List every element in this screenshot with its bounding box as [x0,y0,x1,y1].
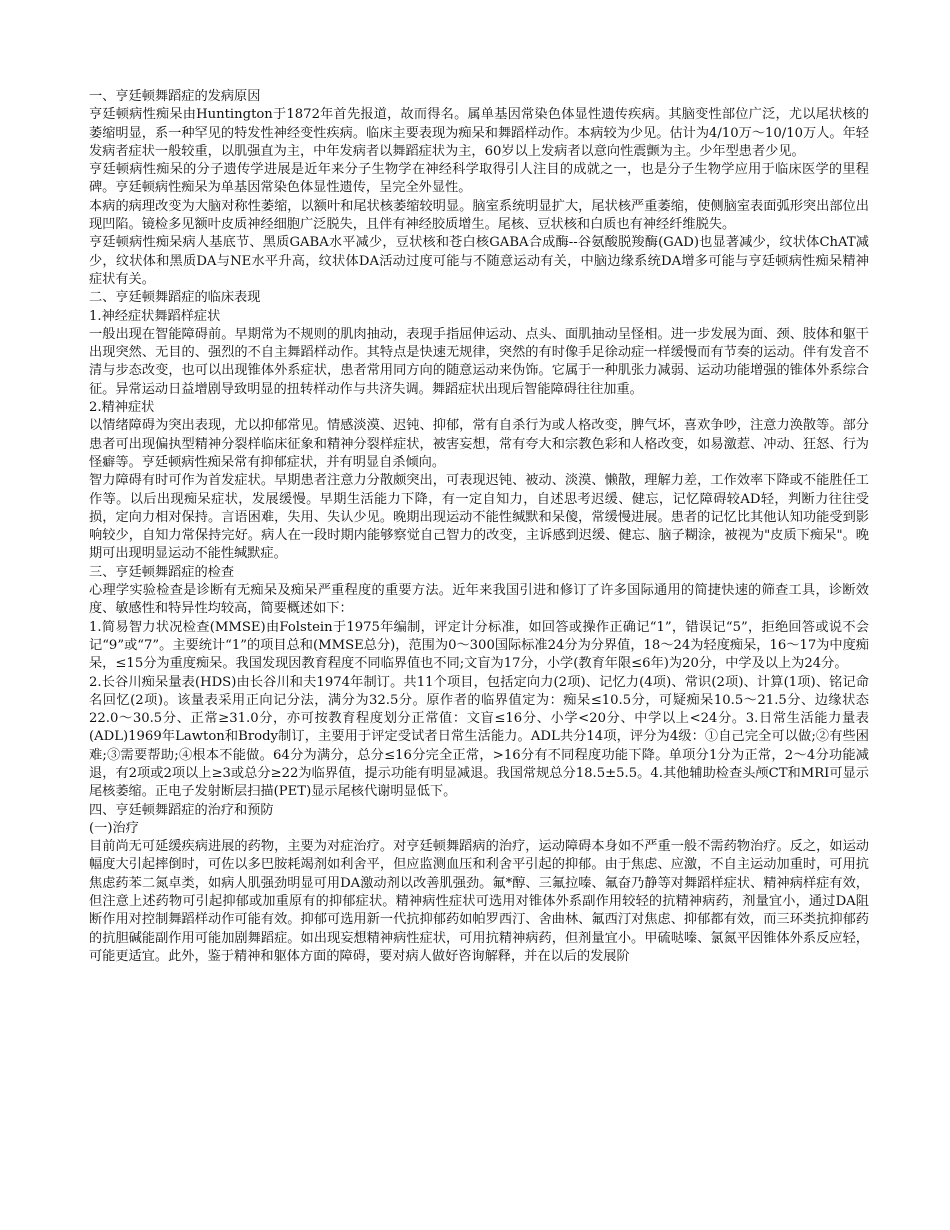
paragraph: 亨廷顿病性痴呆的分子遗传学进展是近年来分子生物学在神经科学取得引人注目的成就之一，也是分子生物学应用于临床医学的里程碑。亨廷顿病性痴呆为单基因常染色体显性遗传，呈完全外显性。 [89,162,869,196]
paragraph: 心理学实验检查是诊断有无痴呆及痴呆严重程度的重要方法。近年来我国引进和修订了许多国际通用的简捷快速的筛查工具，诊断效度、敏感性和特异性均较高，简要概述如下： [89,583,869,617]
paragraph: 2.长谷川痴呆量表(HDS)由长谷川和夫1974年制订。共11个项目，包括定向力(2项)、记忆力(4项)、常识(2项)、计算(1项)、铭记命名回忆(2项)。该量表采用正向记分法，满分为32.5分。原作者的临界值定为：痴呆≤10.5分，可疑痴呆10.5～21.5分、边缘状态22.0～30.5分、正常≥31.0分，亦可按教育程度划分正常值：文盲≤16分、小学<20分、中学以上<24分。3.日常生活能力量表(ADL)1969年Lawton和Brody制订，主要用于评定受试者日常生活能力。ADL共分14项，评分为4级：①自己完全可以做;②有些困难;③需要帮助;④根本不能做。64分为满分，总分≤16分完全正常，>16分有不同程度功能下降。单项分1分为正常，2～4分功能减退，有2项或2项以上≥3或总分≥22为临界值，提示功能有明显减退。我国常规总分18.5±5.5。4.其他辅助检查头颅CT和MRI可显示尾核萎缩。正电子发射断层扫描(PET)显示尾核代谢明显低下。 [89,674,869,800]
document-body [89,88,869,966]
paragraph: 目前尚无可延缓疾病进展的药物，主要为对症治疗。对亨廷顿舞蹈病的治疗，运动障碍本身如不严重一般不需药物治疗。反之，如运动幅度大引起摔倒时，可佐以多巴胺耗竭剂如利舍平，但应监测血压和利舍平引起的抑郁。由于焦虑、应激，不自主运动加重时，可用抗焦虑药苯二氮卓类，如病人肌强劲明显可用DA激动剂以改善肌强劲。氟*醇、三氟拉嗪、氟奋乃静等对舞蹈样症状、精神病样症有效，但注意上述药物可引起抑郁或加重原有的抑郁症状。精神病性症状可选用对锥体外系副作用较轻的抗精神病药，剂量宜小，通过DA阻断作用对控制舞蹈样动作可能有效。抑郁可选用新一代抗抑郁药如帕罗西汀、舍曲林、氟西汀对焦虑、抑郁都有效，而三环类抗抑郁药的抗胆碱能副作用可能加剧舞蹈症。如出现妄想精神病性症状，可用抗精神病药，但剂量宜小。甲硫哒嗪、氯氮平因锥体外系反应轻，可能更适宜。此外，鉴于精神和躯体方面的障碍，要对病人做好咨询解释，并在以后的发展阶 [89,839,869,964]
paragraph: 以情绪障碍为突出表现，尤以抑郁常见。情感淡漠、迟钝、抑郁，常有自杀行为或人格改变，脾气坏，喜欢争吵，注意力涣散等。部分患者可出现偏执型精神分裂样临床征象和精神分裂样症状，被害妄想，常有夸大和宗教色彩和人格改变，如易激惹、冲动、狂怒、行为怪癖等。亨廷顿病性痴呆常有抑郁症状，并有明显自杀倾向。 [89,418,869,470]
paragraph: 1.简易智力状况检查(MMSE)由Folstein于1975年编制，评定计分标准，如回答或操作正确记“1”，错误记“5”，拒绝回答或说不会记“9”或“7”。主要统计“1”的项目总和(MMSE总分)，范围为0～300国际标准24分为分界值，18～24为轻度痴呆，16～17为中度痴呆，≤15分为重度痴呆。我国发现因教育程度不同临界值也不同;文盲为17分，小学(教育年限≤6年)为20分，中学及以上为24分。 [89,619,869,672]
section-heading-3: 三、亨廷顿舞蹈症的检查 [89,564,235,580]
subsection-heading: 2.精神症状 [89,400,155,416]
paragraph: 亨廷顿病性痴呆病人基底节、黑质GABA水平减少，豆状核和苍白核GABA合成酶--谷氨酸脱羧酶(GAD)也显著减少，纹状体ChAT减少，纹状体和黑质DA与NE水平升高，纹状体DA活动过度可能与不随意运动有关，中脑边缘系统DA增多可能与亨廷顿病性痴呆精神症状有关。 [89,235,869,287]
section-heading-2: 二、亨廷顿舞蹈症的临床表现 [89,290,261,306]
paragraph: 一般出现在智能障碍前。早期常为不规则的肌肉抽动，表现手指屈伸运动、点头、面肌抽动呈怪相。进一步发展为面、颈、肢体和躯干出现突然、无目的、强烈的不自主舞蹈样动作。其特点是快速无规律，突然的有时像手足徐动症一样缓慢而有节奏的运动。伴有发音不清与步态改变，也可以出现锥体外系症状，患者常用同方向的随意运动来伪饰。它属于一种肌张力减弱、运动功能增强的锥体外系综合征。异常运动日益增剧导致明显的扭转样动作与共济失调。舞蹈症状出现后智能障碍往往加重。 [89,326,869,397]
section-heading-1: 一、亨廷顿舞蹈症的发病原因 [89,89,261,104]
paragraph: 智力障碍有时可作为首发症状。早期患者注意力分散颇突出，可表现迟钝、被动、淡漠、懒散，理解力差，工作效率下降或不能胜任工作等。以后出现痴呆症状，发展缓慢。早期生活能力下降，有一定自知力，自述思考迟缓、健忘，记忆障碍较AD轻，判断力往往受损，定向力相对保持。言语困难，失用、失认少见。晚期出现运动不能性缄默和呆傻，常缓慢进展。患者的记忆比其他认知功能受到影响较少，自知力常保持完好。病人在一段时期内能够察觉自己智力的改变，主诉感到迟缓、健忘、脑子糊涂，被视为"皮质下痴呆"。晚期可出现明显运动不能性缄默症。 [89,473,869,562]
section-heading-4: 四、亨廷顿舞蹈症的治疗和预防 [89,802,274,818]
subsection-heading: (一)治疗 [89,820,139,836]
paragraph: 本病的病理改变为大脑对称性萎缩，以额叶和尾状核萎缩较明显。脑室系统明显扩大，尾状核严重萎缩，使侧脑室表面弧形突出部位出现凹陷。镜检多见额叶皮质神经细胞广泛脱失，且伴有神经胶质增生。尾核、豆状核和白质也有神经纤维脱失。 [89,198,869,233]
paragraph: 亨廷顿病性痴呆由Huntington于1872年首先报道，故而得名。属单基因常染色体显性遗传疾病。其脑变性部位广泛，尤以尾状核的萎缩明显，系一种罕见的特发性神经变性疾病。临床主要表现为痴呆和舞蹈样动作。本病较为少见。估计为4/10万～10/10万人。年轻发病者症状一般较重，以肌强直为主，中年发病者以舞蹈症状为主，60岁以上发病者以意向性震颤为主。少年型患者少见。 [89,107,869,159]
subsection-heading: 1.神经症状舞蹈样症状 [89,308,221,324]
